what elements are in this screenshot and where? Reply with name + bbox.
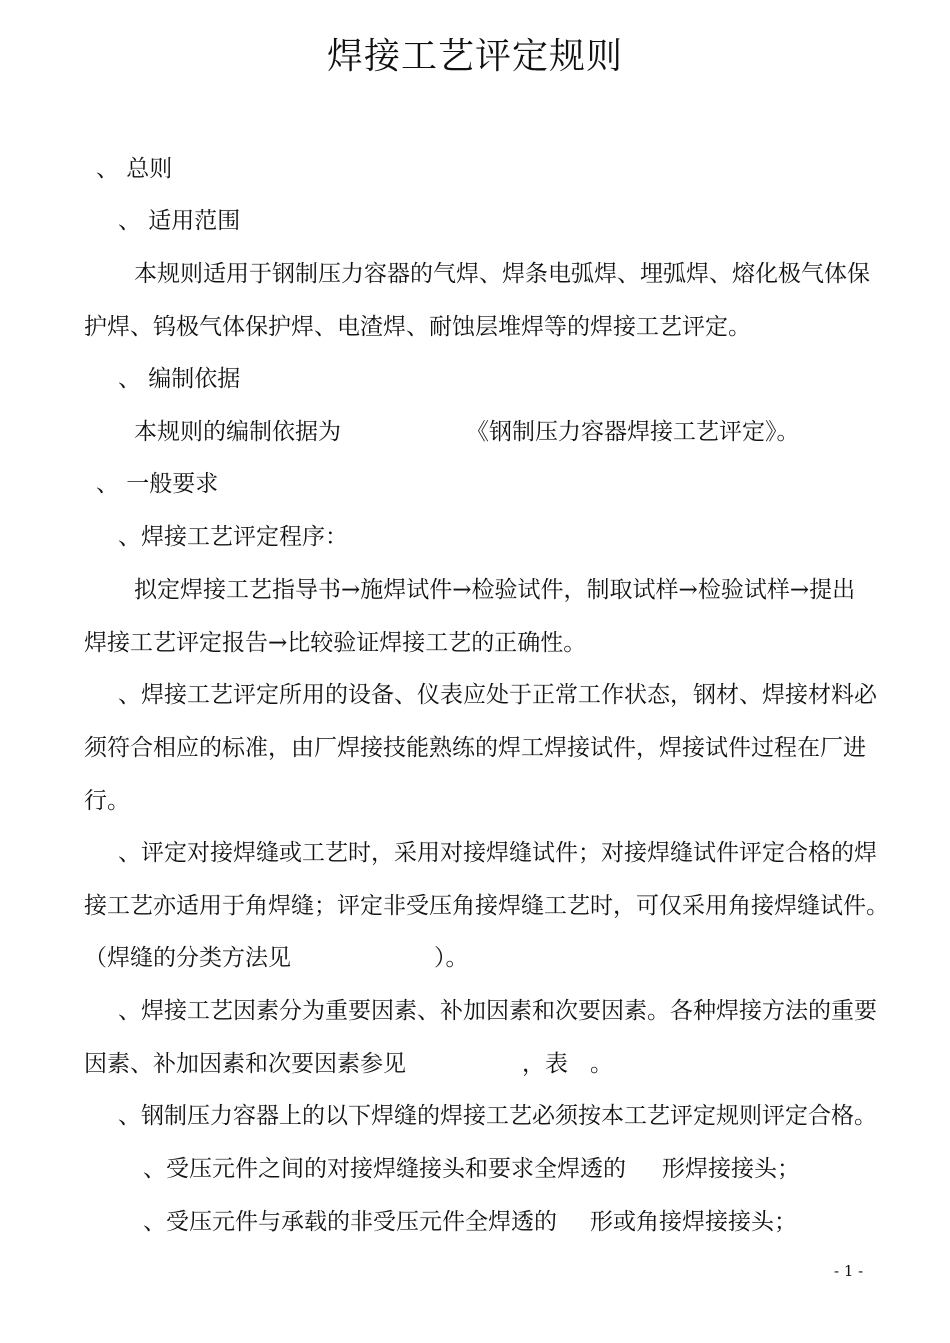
list-item: 、受压元件与承载的非受压元件全焊透的 — [143, 1209, 557, 1235]
paragraph-line: ，表 — [522, 1051, 568, 1077]
subsection-heading: 、 编制依据 — [118, 366, 241, 392]
paragraph-line: 拟定焊接工艺指导书→施焊试件→检验试件，制取试样→检验试样→提出 — [134, 577, 856, 603]
section-heading: 、 总则 — [96, 156, 173, 182]
subsection-heading: 、 适用范围 — [118, 208, 241, 234]
list-item: 形或角接焊接接头； — [590, 1209, 797, 1235]
paragraph-line: 护焊、钨极气体保护焊、电渣焊、耐蚀层堆焊等的焊接工艺评定。 — [84, 314, 751, 340]
paragraph-line: 、焊接工艺因素分为重要因素、补加因素和次要因素。各种焊接方法的重要 — [118, 998, 877, 1024]
list-item: 、受压元件之间的对接焊缝接头和要求全焊透的 — [143, 1156, 626, 1182]
subsection-heading: 、焊接工艺评定程序： — [118, 524, 348, 550]
paragraph-line: 须符合相应的标准，由厂焊接技能熟练的焊工焊接试件，焊接试件过程在厂进 — [84, 735, 866, 761]
section-heading: 、 一般要求 — [96, 471, 219, 497]
paragraph-line: 、评定对接焊缝或工艺时，采用对接焊缝试件；对接焊缝试件评定合格的焊 — [118, 840, 877, 866]
list-item: 形焊接接头； — [662, 1156, 800, 1182]
paragraph-line: 、焊接工艺评定所用的设备、仪表应处于正常工作状态，钢材、焊接材料必 — [118, 682, 877, 708]
paragraph-line: 本规则的编制依据为 — [134, 419, 341, 445]
page-title: 焊接工艺评定规则 — [326, 36, 623, 77]
paragraph-line: 因素、补加因素和次要因素参见 — [84, 1051, 406, 1077]
page-number: - 1 - — [834, 1262, 864, 1280]
paragraph-line: 《钢制压力容器焊接工艺评定》。 — [466, 419, 800, 445]
paragraph-line: 焊接工艺评定报告→比较验证焊接工艺的正确性。 — [84, 630, 587, 656]
paragraph-line: 、钢制压力容器上的以下焊缝的焊接工艺必须按本工艺评定规则评定合格。 — [118, 1103, 877, 1129]
paragraph-line: 。 — [590, 1051, 613, 1077]
paragraph-line: （焊缝的分类方法见 — [84, 945, 291, 971]
paragraph-line: 接工艺亦适用于角焊缝；评定非受压角接焊缝工艺时，可仅采用角接焊缝试件。 — [84, 893, 889, 919]
paragraph-line: ）。 — [434, 945, 469, 971]
paragraph-line: 行。 — [84, 788, 130, 814]
paragraph-line: 本规则适用于钢制压力容器的气焊、焊条电弧焊、埋弧焊、熔化极气体保 — [134, 261, 870, 287]
